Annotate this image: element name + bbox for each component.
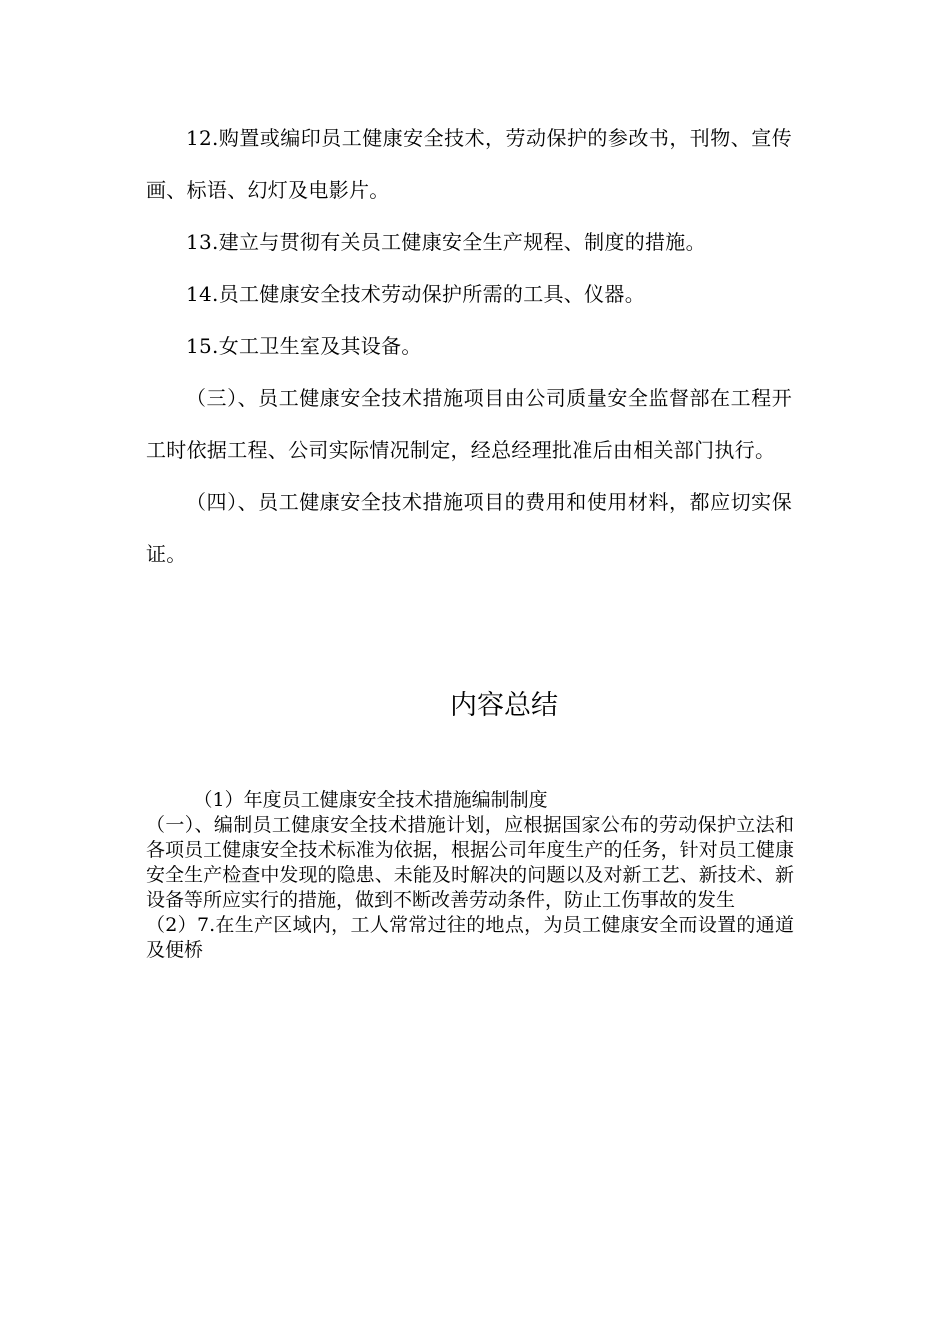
paragraph-section-4: （四）、员工健康安全技术措施项目的费用和使用材料，都应切实保证。 bbox=[146, 490, 792, 566]
paragraph-item-12: 12.购置或编印员工健康安全技术，劳动保护的参改书，刊物、宣传画、标语、幻灯及电影片。 bbox=[146, 126, 792, 202]
paragraph-section-3: （三）、员工健康安全技术措施项目由公司质量安全监督部在工程开工时依据工程、公司实际情况制定，经总经理批准后由相关部门执行。 bbox=[146, 386, 792, 462]
summary-block bbox=[146, 788, 794, 963]
paragraph-item-14: 14.员工健康安全技术劳动保护所需的工具、仪器。 bbox=[186, 282, 646, 306]
summary-line-1: （1）年度员工健康安全技术措施编制制度 bbox=[193, 789, 548, 811]
paragraph-item-13: 13.建立与贯彻有关员工健康安全生产规程、制度的措施。 bbox=[186, 230, 706, 254]
paragraph-item-15: 15.女工卫生室及其设备。 bbox=[186, 334, 422, 358]
summary-line-3: （2）7.在生产区域内，工人常常过往的地点，为员工健康安全而设置的通道及便桥 bbox=[146, 914, 794, 961]
summary-title: 内容总结 bbox=[450, 690, 558, 721]
summary-line-2: （一）、编制员工健康安全技术措施计划，应根据国家公布的劳动保护立法和各项员工健康安全技术标准为依据，根据公司年度生产的任务，针对员工健康安全生产检查中发现的隐患、未能及时解决的问题以及对新工艺、新技术、新设备等所应实行的措施，做到不断改善劳动条件，防止工伤事故的发生 bbox=[146, 814, 794, 911]
main-content bbox=[146, 112, 792, 580]
